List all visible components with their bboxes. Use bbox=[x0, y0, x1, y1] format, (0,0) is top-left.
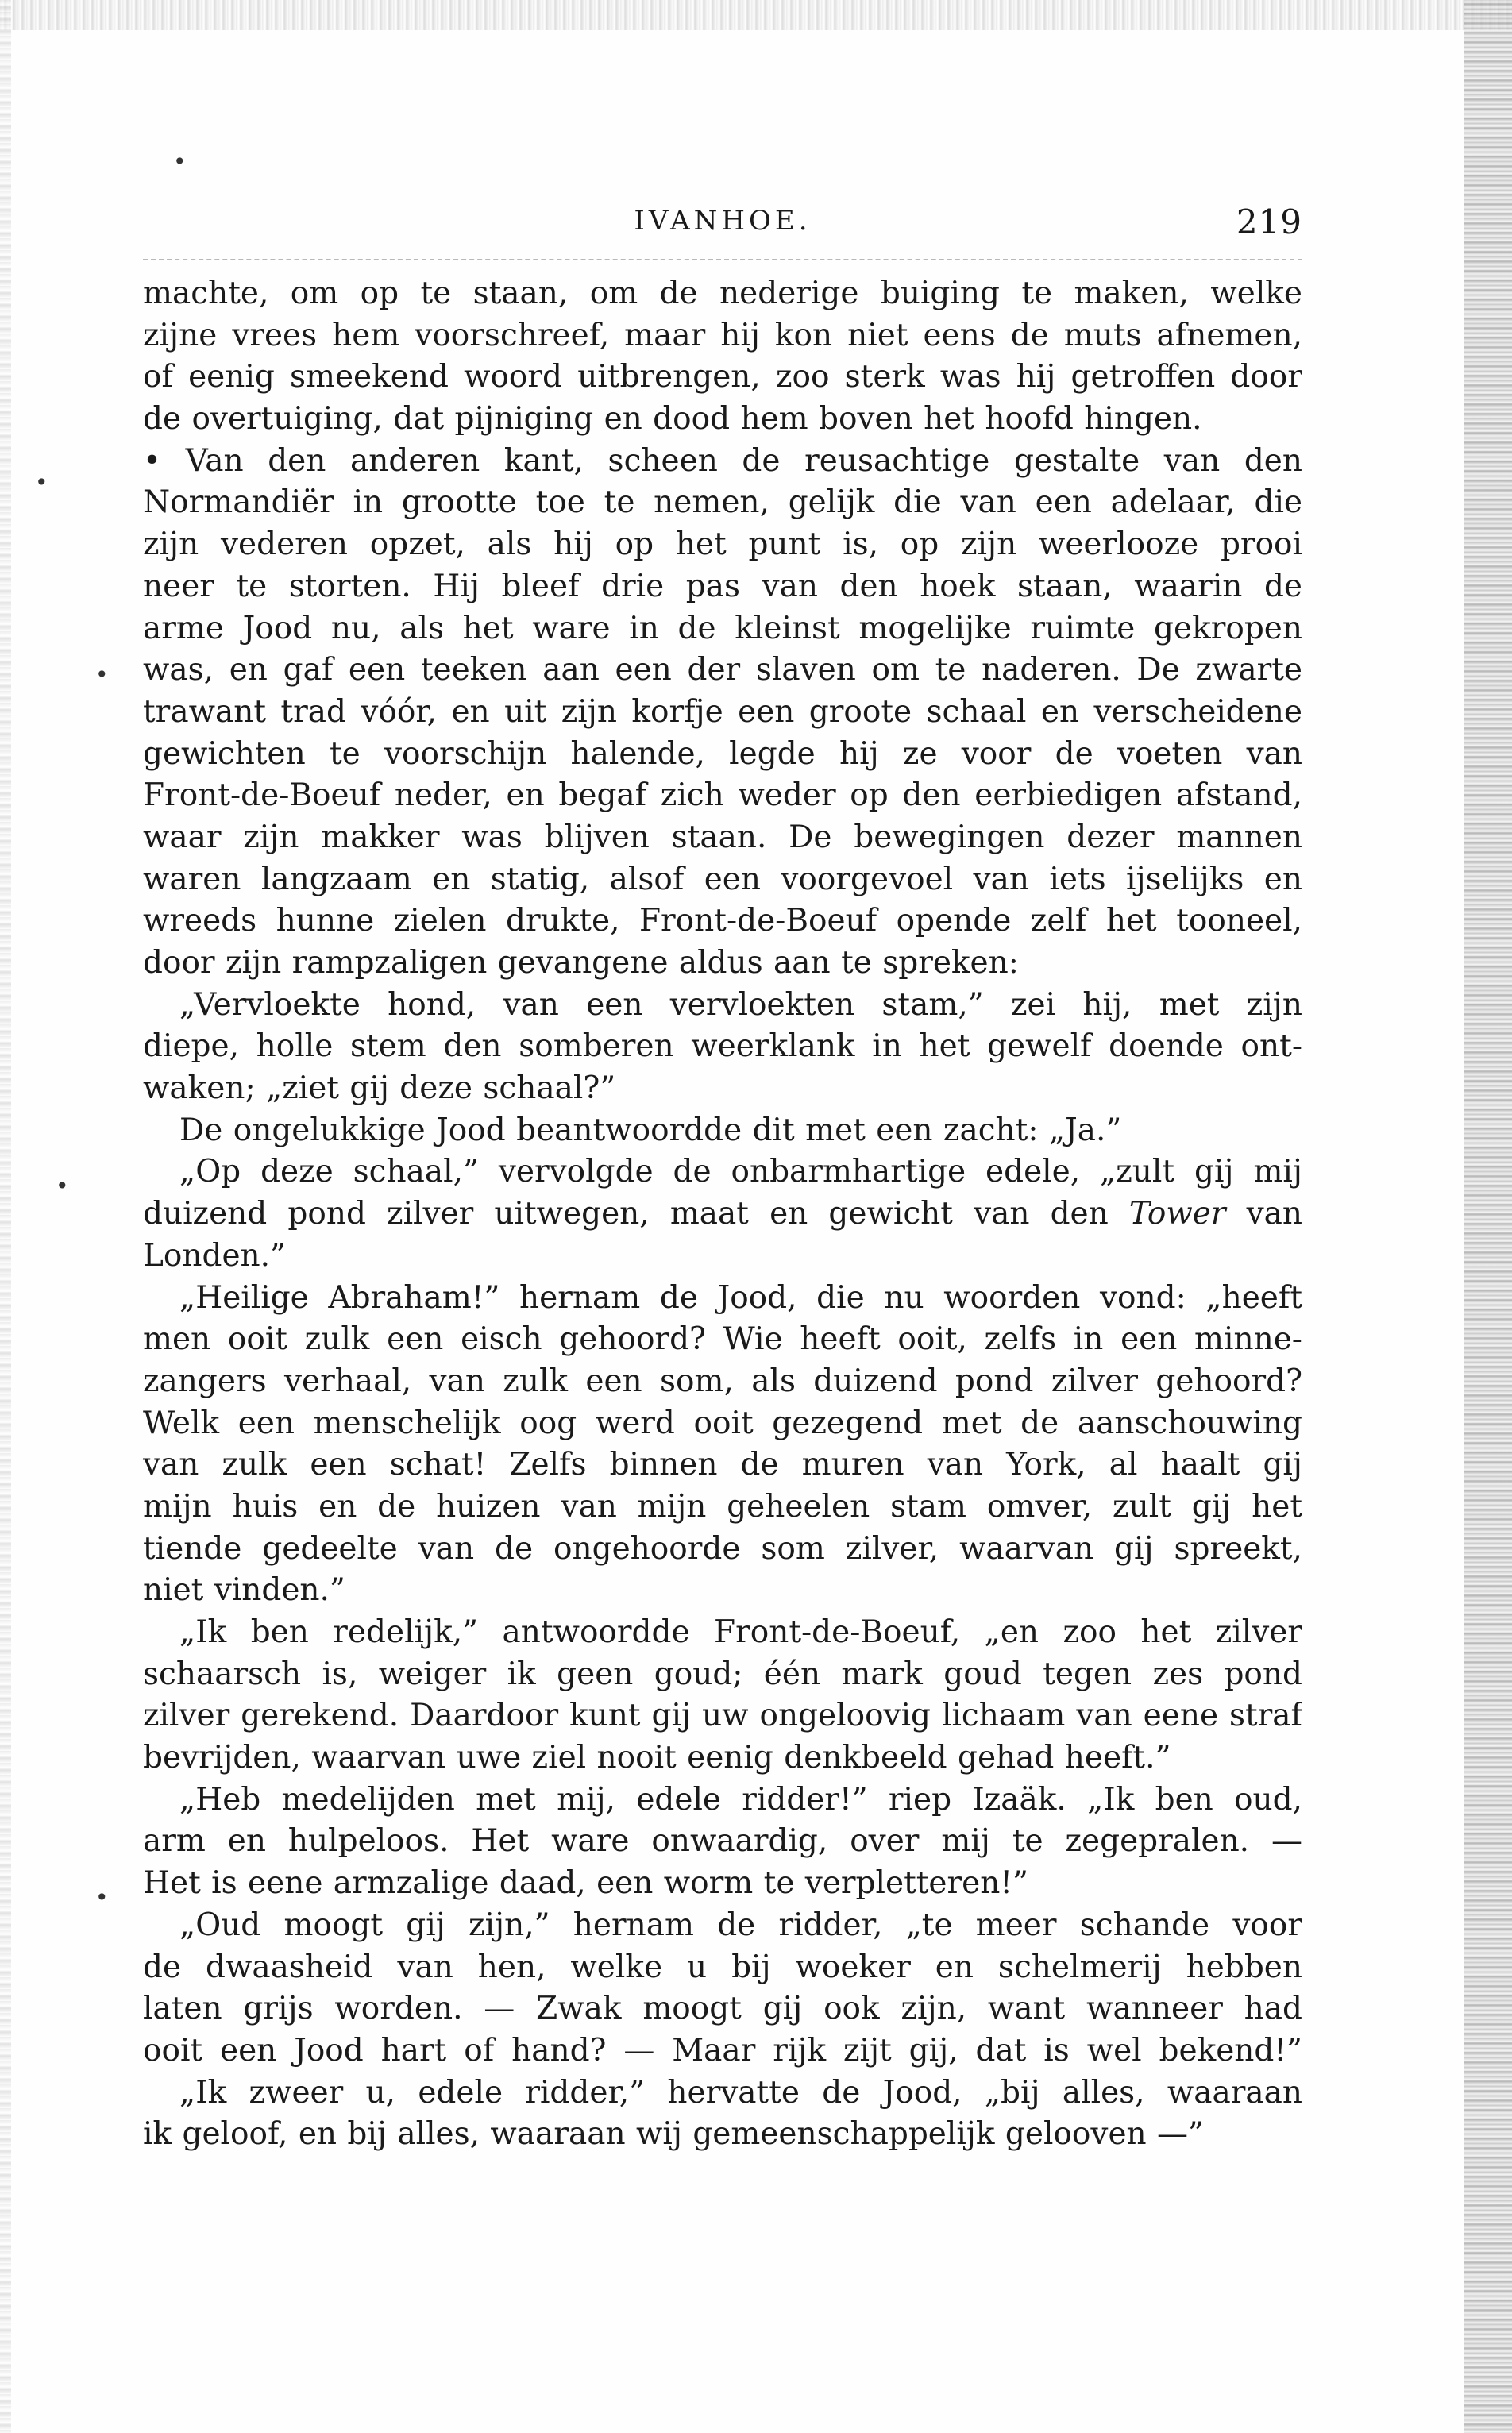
text-line: Londen.” bbox=[143, 1237, 286, 1274]
text-line: • Van den anderen kant, scheen de reusachtige gestalte van den bbox=[143, 442, 1302, 479]
ink-speck: • bbox=[173, 148, 187, 175]
ink-speck: • bbox=[35, 469, 48, 495]
ink-speck: • bbox=[56, 1173, 69, 1199]
text-line: tiende gedeelte van de ongehoorde som zilver, waarvan gij spreekt, bbox=[143, 1530, 1302, 1567]
text-line: of eenig smeekend woord uitbrengen, zoo sterk was hij getroffen door bbox=[143, 359, 1302, 395]
scan-edge-top bbox=[0, 0, 1512, 30]
scan-edge-left bbox=[0, 0, 11, 2433]
text-line: Welk een menschelijk oog werd ooit gezegend met de aanschouwing bbox=[143, 1405, 1302, 1441]
text-line: de dwaasheid van hen, welke u bij woeker en schelmerij hebben bbox=[143, 1949, 1302, 1985]
text-line: waken; „ziet gij deze schaal?” bbox=[143, 1070, 616, 1107]
text-line: was, en gaf een teeken aan een der slaven om te naderen. De zwarte bbox=[143, 652, 1302, 688]
text-line: „Oud moogt gij zijn,” hernam de ridder, „te meer schande voor bbox=[179, 1907, 1302, 1943]
text-line: „Ik ben redelijk,” antwoordde Front-de-Boeuf, „en zoo het zilver bbox=[179, 1614, 1302, 1650]
ink-speck: • bbox=[95, 661, 109, 688]
text-line: duizend pond zilver uitwegen, maat en gewicht van den Tower van bbox=[143, 1196, 1302, 1232]
text-line: „Heb medelijden met mij, edele ridder!” riep Izaäk. „Ik ben oud, bbox=[179, 1781, 1302, 1818]
text-line: de overtuiging, dat pijniging en dood hem boven het hoofd hingen. bbox=[143, 401, 1202, 438]
text-line: niet vinden.” bbox=[143, 1572, 345, 1609]
text-line: gewichten te voorschijn halende, legde hij ze voor de voeten van bbox=[143, 735, 1302, 772]
text-line: Front-de-Boeuf neder, en begaf zich weder op den eerbiedigen afstand, bbox=[143, 777, 1302, 814]
ink-speck: • bbox=[95, 1884, 109, 1911]
text-line: „Vervloekte hond, van een vervloekten stam,” zei hij, met zijn bbox=[179, 986, 1302, 1023]
text-line: diepe, holle stem den somberen weerklank in het gewelf doende ont- bbox=[143, 1028, 1302, 1065]
text-line: zangers verhaal, van zulk een som, als duizend pond zilver gehoord? bbox=[143, 1363, 1302, 1399]
text-line: waar zijn makker was blijven staan. De bewegingen dezer mannen bbox=[143, 819, 1302, 855]
italic-word: Tower bbox=[1128, 1196, 1226, 1232]
text-line: machte, om op te staan, om de nederige buiging te maken, welke bbox=[143, 276, 1302, 311]
text-line: schaarsch is, weiger ik geen goud; één mark goud tegen zes pond bbox=[143, 1656, 1302, 1692]
page-number: 219 bbox=[1236, 202, 1302, 241]
text-line: „Ik zweer u, edele ridder,” hervatte de Jood, „bij alles, waaraan bbox=[179, 2074, 1302, 2111]
text-line: ooit een Jood hart of hand? — Maar rijk zijt gij, dat is wel bekend!” bbox=[143, 2032, 1302, 2069]
text-line: De ongelukkige Jood beantwoordde dit met een zacht: „Ja.” bbox=[179, 1112, 1122, 1148]
text-line: wreeds hunne zielen drukte, Front-de-Boeuf opende zelf het tooneel, bbox=[143, 903, 1302, 939]
text-line: mijn huis en de huizen van mijn geheelen stam omver, zult gij het bbox=[143, 1488, 1302, 1525]
text-line: trawant trad vóór, en uit zijn korfje een groote schaal en verscheidene bbox=[143, 693, 1302, 730]
text-line: zijn vederen opzet, als hij op het punt is, op zijn weerlooze prooi bbox=[143, 526, 1302, 563]
body-text bbox=[143, 273, 1302, 2156]
running-head bbox=[143, 203, 1302, 251]
text-line: ik geloof, en bij alles, waaraan wij gemeenschappelijk gelooven —” bbox=[143, 2116, 1204, 2153]
text-line: laten grijs worden. — Zwak moogt gij ook zijn, want wanneer had bbox=[143, 1991, 1302, 2027]
text-line: Het is eene armzalige daad, een worm te verpletteren!” bbox=[143, 1865, 1028, 1902]
text-line: Normandiër in grootte toe te nemen, gelijk die van een adelaar, die bbox=[143, 484, 1302, 521]
text-line: „Op deze schaal,” vervolgde de onbarmhartige edele, „zult gij mij bbox=[179, 1154, 1302, 1190]
text-line: door zijn rampzaligen gevangene aldus aan te spreken: bbox=[143, 945, 1019, 981]
text-line: zilver gerekend. Daardoor kunt gij uw ongeloovig lichaam van eene straf bbox=[143, 1698, 1302, 1734]
text-line: „Heilige Abraham!” hernam de Jood, die nu woorden vond: „heeft bbox=[179, 1279, 1302, 1316]
text-line: arm en hulpeloos. Het ware onwaardig, over mij te zegepralen. — bbox=[143, 1823, 1302, 1860]
text-line: arme Jood nu, als het ware in de kleinst mogelijke ruimte gekropen bbox=[143, 610, 1302, 646]
text-line: men ooit zulk een eisch gehoord? Wie heeft ooit, zelfs in een minne- bbox=[143, 1321, 1302, 1358]
text-line: waren langzaam en statig, alsof een voorgevoel van iets ijselijks en bbox=[143, 861, 1302, 897]
scan-edge-right bbox=[1464, 0, 1512, 2433]
text-line: bevrijden, waarvan uwe ziel nooit eenig denkbeeld gehad heeft.” bbox=[143, 1740, 1171, 1776]
text-line: zijne vrees hem voorschreef, maar hij kon niet eens de muts afnemen, bbox=[143, 317, 1302, 353]
text-line: neer te storten. Hij bleef drie pas van den hoek staan, waarin de bbox=[143, 568, 1302, 604]
running-title: IVANHOE. bbox=[634, 205, 812, 237]
text-line: van zulk een schat! Zelfs binnen de muren van York, al haalt gij bbox=[143, 1447, 1302, 1483]
header-rule bbox=[143, 259, 1302, 260]
